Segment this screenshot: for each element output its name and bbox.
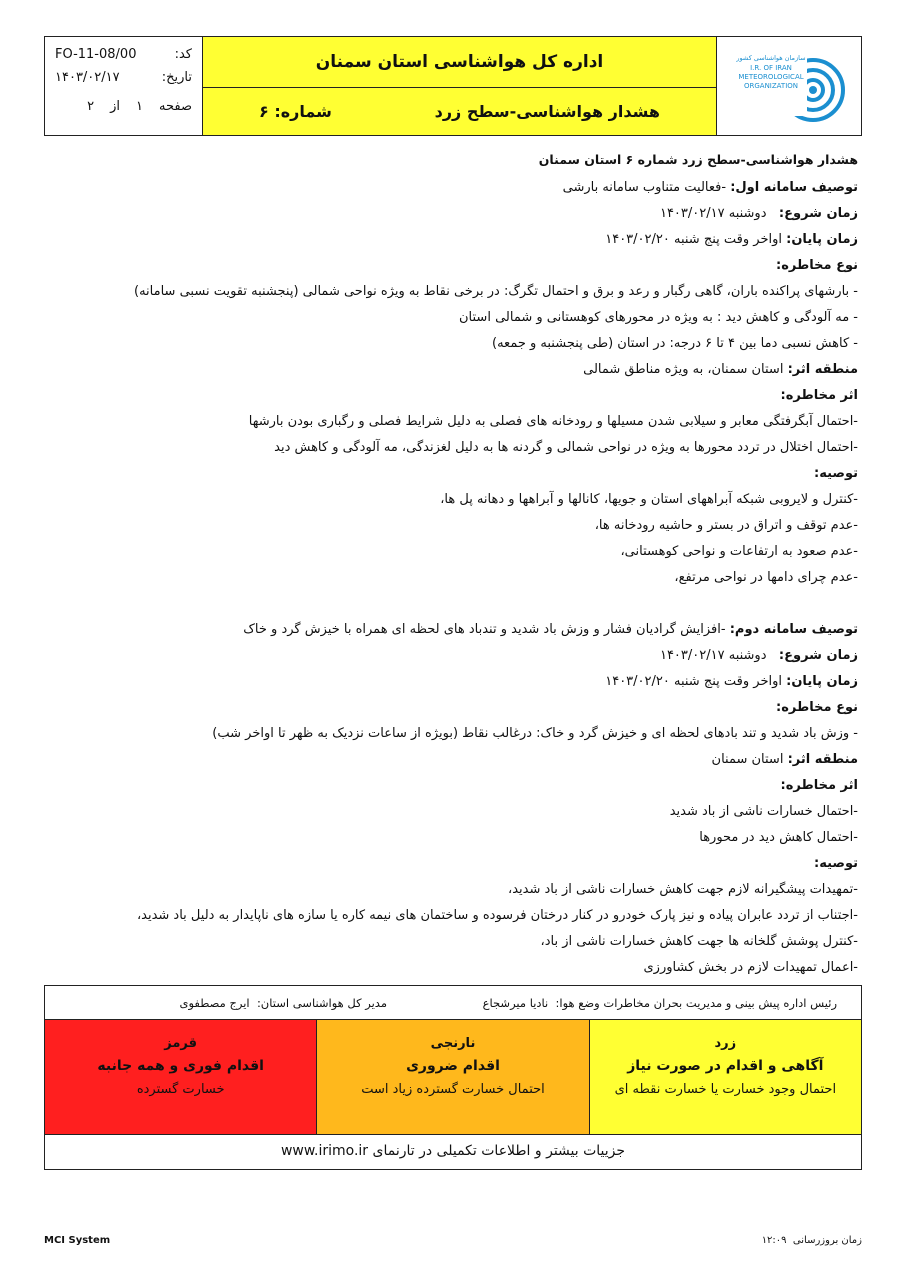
logo-text-en-2: METEOROLOGICAL <box>738 73 804 81</box>
org-title: اداره کل هواشناسی استان سمنان <box>203 37 716 88</box>
level-orange-action: اقدام ضروری <box>406 1058 500 1074</box>
header-title-block <box>203 37 716 135</box>
sys1-hazard-item: - مه آلودگی و کاهش دید : به ویژه در محورهای کوهستانی و شمالی استان <box>459 310 858 325</box>
sys2-rec-label: توصیه: <box>814 856 858 871</box>
sys1-start-value: دوشنبه ۱۴۰۳/۰۲/۱۷ <box>659 206 767 221</box>
update-value: ۱۲:۰۹ <box>761 1235 787 1246</box>
head-signature <box>483 996 837 1010</box>
sys2-area-value: استان سمنان <box>711 752 784 767</box>
sys1-rec-label: توصیه: <box>814 466 858 481</box>
code-value: FO-11-08/00 <box>55 47 137 62</box>
sys1-desc <box>563 180 858 195</box>
sys1-rec-item: -کنترل و لایروبی شبکه آبراههای استان و جویها، کانالها و آبراهها و دهانه پل ها، <box>440 492 858 507</box>
level-orange-name: نارنجی <box>430 1036 476 1051</box>
head-name: نادیا میرشجاع <box>482 996 549 1010</box>
org-logo <box>716 37 861 135</box>
sys2-rec-item: -کنترل پوشش گلخانه ها جهت کاهش خسارات ناشی از باد، <box>540 934 858 949</box>
director-name: ایرج مصطفوی <box>179 996 250 1010</box>
sys2-hazard-label: نوع مخاطره: <box>776 700 858 715</box>
sys1-desc-value: -فعالیت متناوب سامانه بارشی <box>562 180 727 195</box>
sys1-desc-label: توصیف سامانه اول: <box>730 180 858 195</box>
sys2-effect-item: -احتمال کاهش دید در محورها <box>699 830 858 845</box>
sys2-rec-item: -اعمال تمهیدات لازم در بخش کشاورزی <box>643 960 858 975</box>
update-label: زمان بروزرسانی <box>792 1235 862 1246</box>
alert-level-table <box>44 1019 862 1135</box>
level-yellow-action: آگاهی و اقدام در صورت نیاز <box>627 1058 824 1074</box>
level-red-desc: خسارت گسترده <box>136 1082 225 1097</box>
sys1-hazard-label: نوع مخاطره: <box>776 258 858 273</box>
sys1-rec-item: -عدم صعود به ارتفاعات و نواحی کوهستانی، <box>620 544 858 559</box>
sys2-start-value: دوشنبه ۱۴۰۳/۰۲/۱۷ <box>659 648 767 663</box>
sys2-start-label: زمان شروع: <box>778 648 858 663</box>
sys2-rec-item: -تمهیدات پیشگیرانه لازم جهت کاهش خسارات ناشی از باد شدید، <box>508 882 858 897</box>
director-label: مدیر کل هواشناسی استان: <box>256 996 387 1010</box>
logo-text-en-3: ORGANIZATION <box>743 82 799 90</box>
date-value: ۱۴۰۳/۰۲/۱۷ <box>55 70 120 85</box>
sys2-desc-label: توصیف سامانه دوم: <box>729 622 858 637</box>
level-orange <box>316 1020 589 1134</box>
sys1-start <box>660 206 858 221</box>
sys2-start <box>660 648 858 663</box>
warning-number: شماره: ۶ <box>259 102 332 121</box>
level-orange-desc: احتمال خسارت گسترده زیاد است <box>361 1082 545 1097</box>
body-heading: هشدار هواشناسی-سطح زرد شماره ۶ استان سمنان <box>538 152 858 167</box>
sys1-hazard-item: - کاهش نسبی دما بین ۴ تا ۶ درجه: در استان (طی پنجشنبه و جمعه) <box>492 336 858 351</box>
sys1-start-label: زمان شروع: <box>778 206 858 221</box>
sys2-end-value: اواخر وقت پنج شنبه ۱۴۰۳/۰۲/۲۰ <box>605 674 782 689</box>
sys2-effect-label: اثر مخاطره: <box>780 778 858 793</box>
irimo-logo-icon <box>725 46 853 126</box>
document-header <box>44 36 862 136</box>
sys2-effect-item: -احتمال خسارات ناشی از باد شدید <box>669 804 858 819</box>
logo-text-fa: سازمان هواشناسی کشور <box>736 54 806 62</box>
page-of: از <box>110 99 121 114</box>
sys1-area <box>583 362 858 377</box>
sys2-hazard-item: - وزش باد شدید و تند بادهای لحظه ای و خیزش گرد و خاک: درغالب نقاط (بویژه از ساعات نزدیک به ظهر تا اواخر شب) <box>212 726 858 741</box>
level-red <box>45 1020 316 1134</box>
head-label: رئیس اداره پیش بینی و مدیریت بحران مخاطرات وضع هوا: <box>555 996 837 1010</box>
director-signature <box>179 996 387 1010</box>
sys1-area-value: استان سمنان، به ویژه مناطق شمالی <box>583 362 784 377</box>
page-total: ۲ <box>87 99 95 114</box>
system-name: MCI System <box>44 1235 111 1246</box>
page-label: صفحه <box>159 99 192 114</box>
page-current: ۱ <box>136 99 144 114</box>
sys1-effect-label: اثر مخاطره: <box>780 388 858 403</box>
more-info-row: جزییات بیشتر و اطلاعات تکمیلی در تارنمای www.irimo.ir <box>44 1133 862 1170</box>
warning-title: هشدار هواشناسی-سطح زرد <box>434 102 660 121</box>
level-yellow-desc: احتمال وجود خسارت یا خسارت نقطه ای <box>614 1082 837 1097</box>
sys1-end-value: اواخر وقت پنج شنبه ۱۴۰۳/۰۲/۲۰ <box>605 232 782 247</box>
sys1-effect-item: -احتمال آبگرفتگی معابر و سیلابی شدن مسیلها و رودخانه های فصلی به دلیل شرایط فصلی و رگباری بودن بارشها <box>248 414 858 429</box>
sys2-rec-item: -اجتناب از تردد عابران پیاده و نیز پارک خودرو در کنار درختان فرسوده و ساختمان های نیمه کاره یا سازه های ناپایدار به دلیل باد شدید، <box>136 908 858 923</box>
sys2-area-label: منطقه اثر: <box>787 752 858 767</box>
update-time <box>762 1235 862 1246</box>
sys1-rec-item: -عدم توقف و اتراق در بستر و حاشیه رودخانه ها، <box>594 518 858 533</box>
level-yellow <box>590 1020 861 1134</box>
sys1-effect-item: -احتمال اختلال در تردد محورها به ویژه در نواحی شمالی و گردنه ها به دلیل لغزندگی، مه آلودگی و کاهش دید <box>274 440 858 455</box>
sys2-desc-value: -افزایش گرادیان فشار و وزش باد شدید و تندباد های لحظه ای همراه با خیزش گرد و خاک <box>243 622 726 637</box>
sys1-area-label: منطقه اثر: <box>787 362 858 377</box>
sys1-end-label: زمان پایان: <box>786 232 858 247</box>
level-yellow-name: زرد <box>714 1036 737 1051</box>
level-red-name: قرمز <box>164 1036 198 1051</box>
date-label: تاریخ: <box>161 70 192 85</box>
signature-box <box>44 985 862 1021</box>
logo-text-en-1: I.R. OF IRAN <box>750 64 792 72</box>
sys2-end <box>605 674 858 689</box>
sys2-end-label: زمان پایان: <box>786 674 858 689</box>
level-red-action: اقدام فوری و همه جانبه <box>97 1058 264 1074</box>
sys2-area <box>712 752 858 767</box>
sys1-hazard-item: - بارشهای پراکنده باران، گاهی رگبار و رعد و برق و احتمال تگرگ: در برخی نقاط به ویژه نواحی شمالی (پنجشنبه تقویت نسبی سامانه) <box>134 284 858 299</box>
sys1-rec-item: -عدم چرای دامها در نواحی مرتفع، <box>674 570 858 585</box>
code-label: کد: <box>174 47 192 62</box>
document-meta <box>45 37 203 135</box>
sys1-end <box>605 232 858 247</box>
sys2-desc <box>243 622 858 637</box>
